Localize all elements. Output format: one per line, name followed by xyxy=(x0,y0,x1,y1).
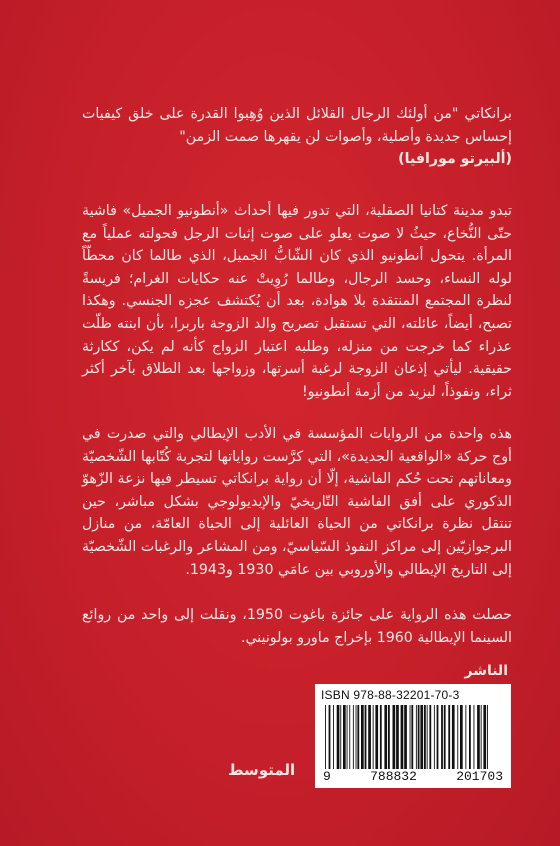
isbn-digits-left: 788832 xyxy=(370,769,417,784)
barcode-bar xyxy=(444,705,446,769)
barcode-bar xyxy=(347,705,348,769)
paragraph-2-text: هذه واحدة من الروايات المؤسسة في الأدب الإيطالي والتي صدرت في أوج حركة «الواقعية الجديدة»، التي كرَّست رواياتها لتجربة كُتّابها الشّخصيّة ومعاناتهم تحت حُكم الفاشية، إلّا أن رواية برانكاتي تسيطر فيها نزعة الزّهوّ الذكوري على أفق الفاشية التّاريخيّ والإيديولوجي بشكل مباشر، حين تنتقل نظرة برانكاتي من الحياة العائلية إلى الحياة العامّة، من منازل البرجوازيّين إلى مراكز النفوذ السّياسيّ، ومن المشاعر والرغبات الشّخصيّة إلى التاريخ الإيطالي والأوروبي بين عامَي 1930 و1943. xyxy=(82,426,512,578)
barcode-bar xyxy=(487,705,488,769)
barcode-bar xyxy=(448,705,450,769)
isbn-digits-right: 201703 xyxy=(456,769,503,784)
barcode-bar xyxy=(469,705,471,769)
barcode-bar xyxy=(365,705,367,769)
barcode-bar xyxy=(384,705,387,769)
barcode-bar xyxy=(465,705,466,769)
barcode-bar xyxy=(349,705,350,769)
isbn-digit-first: 9 xyxy=(323,769,331,784)
barcode-bar xyxy=(437,705,439,769)
barcode-bar xyxy=(368,705,371,769)
synopsis-paragraph-1 xyxy=(82,200,512,403)
paragraph-1-text: تبدو مدينة كتانيا الصقلية، التي تدور فيها أحداث «أنطونيو الجميل» فاشية حتّى النُّخاع، حيثُ لا صوت يعلو على صوت إثبات الرجل فحولته عملياً مع المرأة. يتحول أنطونيو الذي كان الشّابُّ الجميل، الذي طالما كان محطّاً لوله النساء، وحسد الرجال، وطالما رُوِيتْ عنه حكايات الغرام؛ فريسةً لنظرة المجتمع المنتقدة بلا هوادة، بعد أن يُكتشف عجزه الجنسي. وهكذا تصبح، أيضاً، عائلته، التي تستقبل تصريح والد الزوجة باربرا، بأن ابنته ظلّت عذراء كما خرجت من منزله، وطلبه اعتبار الزواج كأنه لم يكن، ككارثة حقيقية. ليأتي إذعان الزوجة لرغبة أسرتها، وزواجها بعد الطلاق بآخر أكثر ثراء، ونفوذاً، ليزيد من أزمة أنطونيو! xyxy=(82,203,512,400)
barcode-bar xyxy=(401,705,404,769)
barcode-bar xyxy=(457,705,458,769)
barcode-bar xyxy=(343,705,346,769)
barcode-bar xyxy=(434,705,435,769)
barcode-bar xyxy=(481,705,482,769)
isbn-label: ISBN 978-88-32201-70-3 xyxy=(321,688,460,702)
barcode-bar xyxy=(411,705,413,769)
barcode-bar xyxy=(410,705,411,769)
barcode-bar xyxy=(329,705,331,769)
quote-block xyxy=(82,103,512,171)
barcode-bar xyxy=(418,705,420,769)
barcode-bar xyxy=(452,705,455,769)
isbn-barcode-box xyxy=(315,684,511,788)
publisher-label: الناشر xyxy=(464,663,508,679)
barcode-bar xyxy=(380,705,382,769)
barcode-bar xyxy=(420,705,423,769)
barcode-bar xyxy=(373,705,374,769)
barcode-bar xyxy=(388,705,390,769)
barcode-bar xyxy=(325,705,326,769)
barcode-icon xyxy=(321,705,505,769)
barcode-bar xyxy=(340,705,341,769)
publisher-logo: المتوسط xyxy=(228,761,296,779)
isbn-digits xyxy=(321,769,505,784)
barcode-bar xyxy=(460,705,463,769)
barcode-bar xyxy=(357,705,359,769)
barcode-bar xyxy=(375,705,378,769)
barcode-bar xyxy=(477,705,480,769)
barcode-bar xyxy=(353,705,354,769)
barcode-bar xyxy=(356,705,357,769)
quote-author: (ألبيرتو مورافيا) xyxy=(398,151,512,168)
barcode-bar xyxy=(361,705,364,769)
barcode-bar xyxy=(337,705,340,769)
barcode-bar xyxy=(396,705,399,769)
barcode-bar xyxy=(416,705,417,769)
quote-text: برانكاتي "من أولئك الرجال القلائل الذين وُهِبوا القدرة على خلق كيفيات إحساس جديدة وأصلية، وأصوات لن يقهرها صمت الزمن" xyxy=(82,106,512,145)
barcode-bar xyxy=(441,705,443,769)
barcode-bar xyxy=(333,705,334,769)
barcode-bar xyxy=(393,705,396,769)
barcode-bar xyxy=(424,705,426,769)
paragraph-3-text: حصلت هذه الرواية على جائزة باغوت 1950، ونقلت إلى واحد من روائع السينما الإيطالية 1960 بإخراج ماورو بولونيني. xyxy=(82,607,512,646)
barcode-bar xyxy=(483,705,486,769)
synopsis-paragraph-2 xyxy=(82,423,512,581)
barcode-bar xyxy=(429,705,431,769)
barcode-bar xyxy=(427,705,428,769)
barcode-bar xyxy=(404,705,407,769)
barcode-bar xyxy=(474,705,475,769)
synopsis-paragraph-3 xyxy=(82,604,512,649)
